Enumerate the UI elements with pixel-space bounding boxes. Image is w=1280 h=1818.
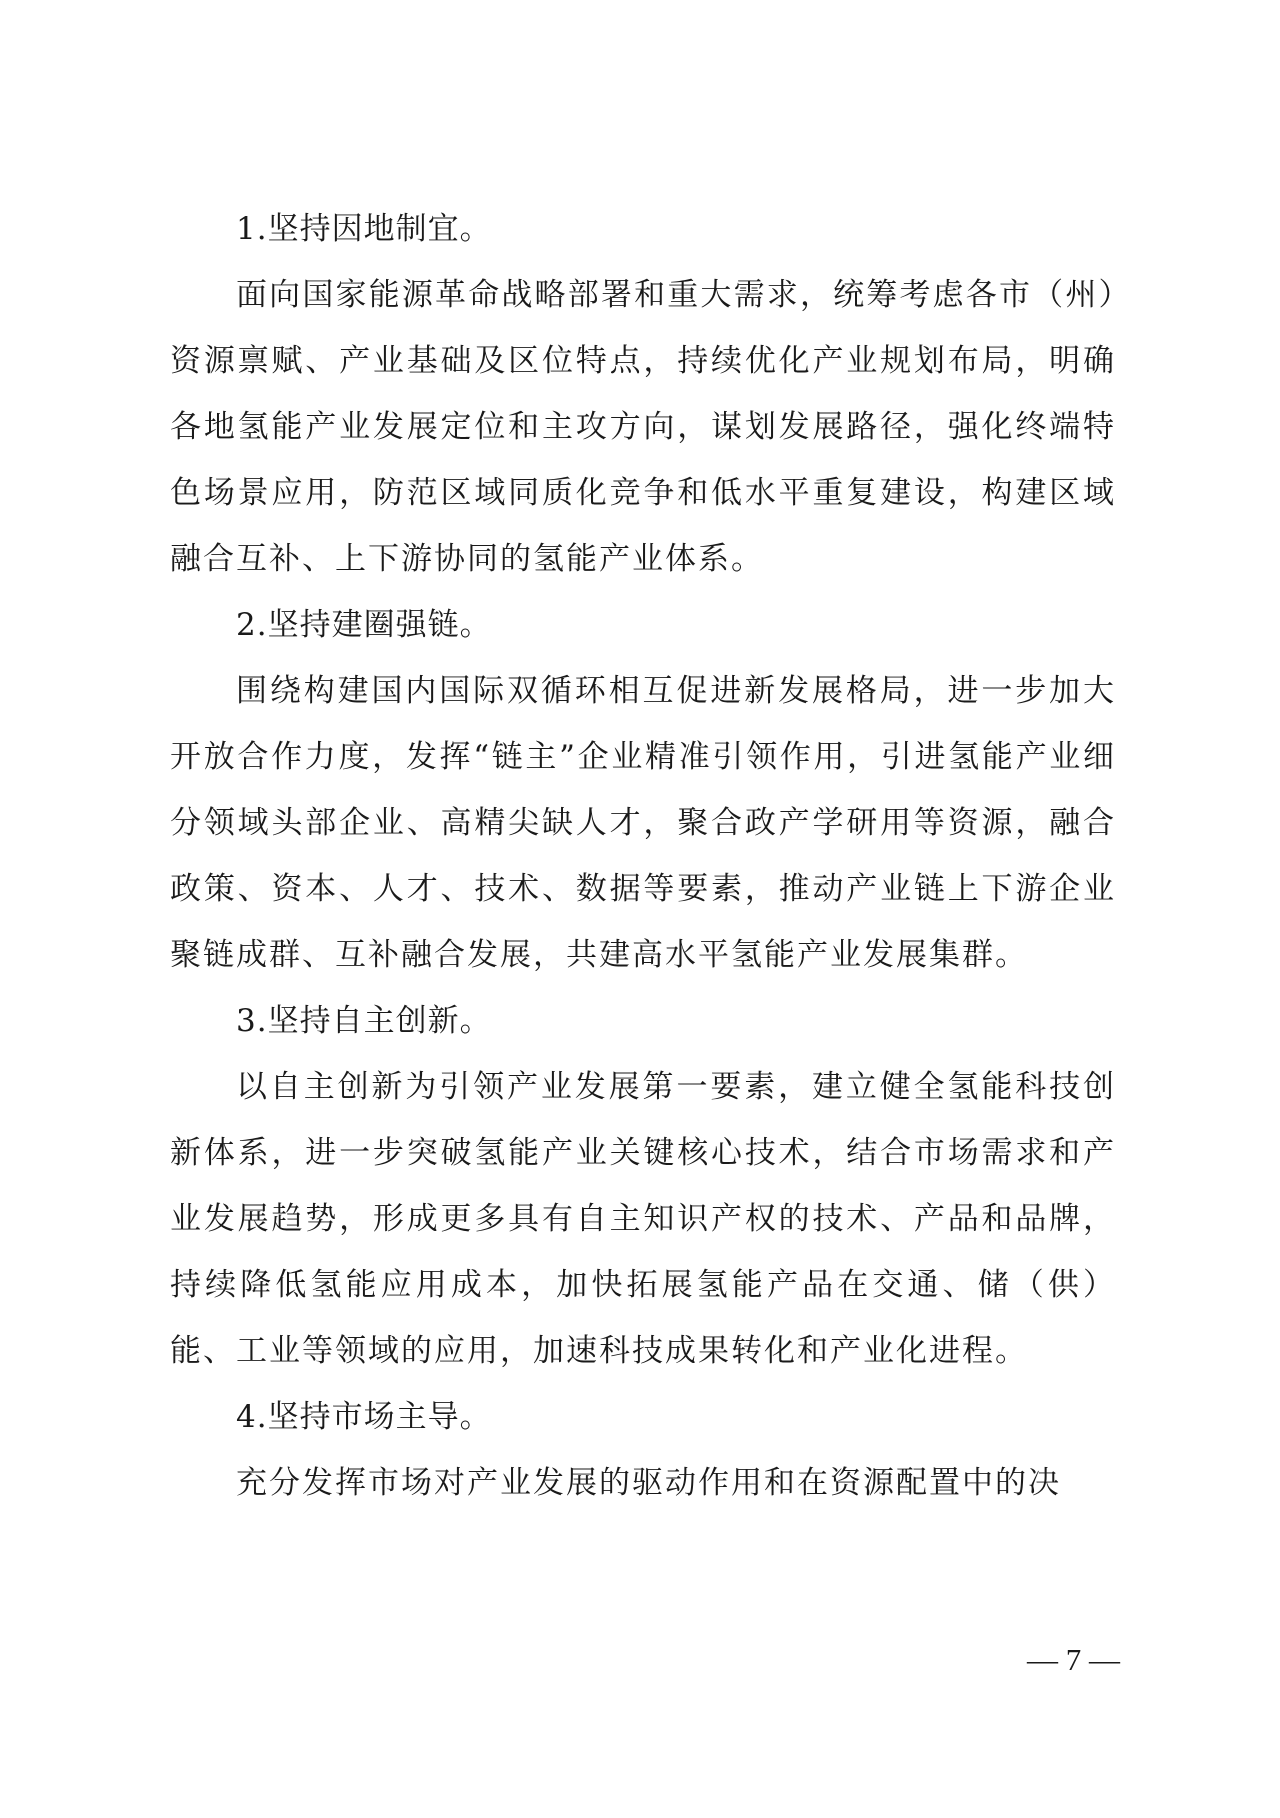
section-4-paragraph: 充分发挥市场对产业发展的驱动作用和在资源配置中的决 bbox=[236, 1465, 1061, 1501]
document-page bbox=[170, 196, 1116, 1516]
section-2-heading: 2.坚持建圈强链。 bbox=[236, 607, 492, 643]
section-3-heading: 3.坚持自主创新。 bbox=[236, 1003, 492, 1039]
page-number: — 7 — bbox=[1027, 1642, 1120, 1677]
section-1-paragraph: 面向国家能源革命战略部署和重大需求，统筹考虑各市（州）资源禀赋、产业基础及区位特点，持续优化产业规划布局，明确各地氢能产业发展定位和主攻方向，谋划发展路径，强化终端特色场景应用，防范区域同质化竞争和低水平重复建设，构建区域融合互补、上下游协同的氢能产业体系。 bbox=[170, 277, 1116, 577]
section-2-paragraph: 围绕构建国内国际双循环相互促进新发展格局，进一步加大开放合作力度，发挥“链主”企业精准引领作用，引进氢能产业细分领域头部企业、高精尖缺人才，聚合政产学研用等资源，融合政策、资本、人才、技术、数据等要素，推动产业链上下游企业聚链成群、互补融合发展，共建高水平氢能产业发展集群。 bbox=[170, 673, 1116, 973]
section-1-heading: 1.坚持因地制宜。 bbox=[236, 211, 492, 247]
section-4-heading: 4.坚持市场主导。 bbox=[236, 1399, 492, 1435]
section-3-paragraph: 以自主创新为引领产业发展第一要素，建立健全氢能科技创新体系，进一步突破氢能产业关键核心技术，结合市场需求和产业发展趋势，形成更多具有自主知识产权的技术、产品和品牌，持续降低氢能应用成本，加快拓展氢能产品在交通、储（供）能、工业等领域的应用，加速科技成果转化和产业化进程。 bbox=[170, 1069, 1116, 1369]
